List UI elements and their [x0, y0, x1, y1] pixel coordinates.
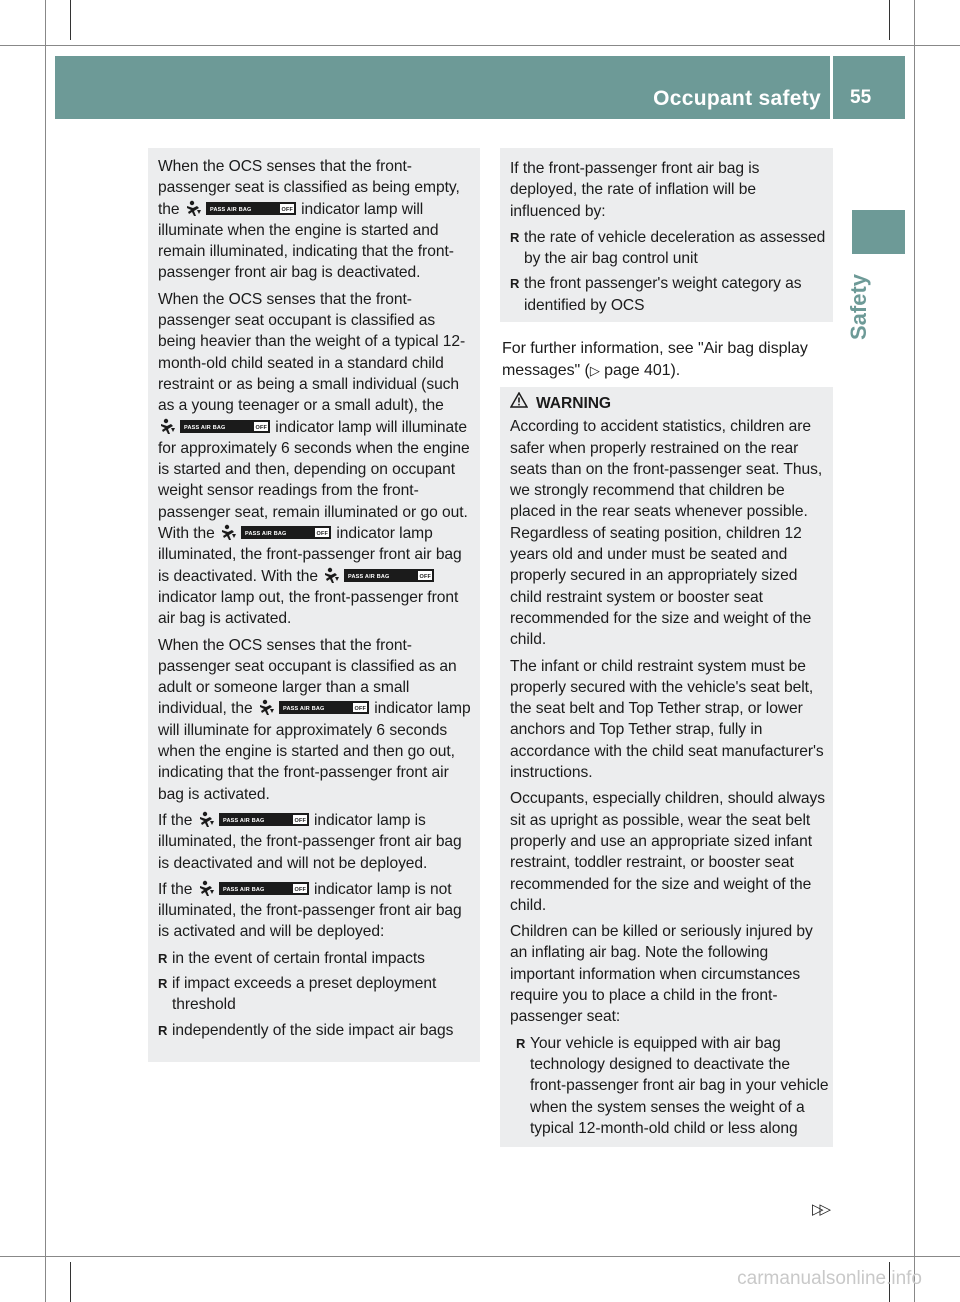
child-seat-icon: [325, 567, 339, 582]
paragraph: The infant or child restraint system must be properly secured with the vehicle's seat belt, the seat belt and Top Tether strap, or lower anchors and Top Tether strap, fully in accordance with the child seat manufacturer's instructions.: [510, 657, 824, 782]
pass-air-bag-off-indicator: [219, 524, 332, 541]
list-item: R Your vehicle is equipped with air bag technology designed to deactivate the front-passenger front air bag in your vehicle when the system senses the weight of a typical 12-month-old child or less along: [516, 1034, 829, 1137]
further-info: For further information, see "Air bag display messages" (▷ page 401).: [502, 340, 808, 379]
paragraph: When the OCS senses that the front-passenger seat occupant is classified as being heavier than the weight of a typical 12-month-old child seated in a standard child restraint or as being a small individual (such as a young teenager or a small adult), the PASS AIR BAG OFF indicator lamp will illuminate for approximately 6 seconds when the engine is started and then, depending on occupant weight sensor readings from the front-passenger seat, remain illuminated or go out. With the PASS AIR BAG OFF indicator lamp illuminated, the front-passenger front air bag is deactivated. With the PASS AIR BAG OFF indicator lamp out, the front-passenger front air bag is activated.: [158, 290, 470, 628]
child-seat-icon: [200, 812, 214, 827]
indicator-off-text: OFF: [294, 886, 306, 893]
warning-panel: [500, 387, 833, 1147]
indicator-off-text: OFF: [255, 424, 268, 431]
pass-air-bag-off-indicator: [197, 811, 310, 828]
page-ref-arrow: ▷: [589, 363, 600, 378]
pass-air-bag-off-indicator: [322, 567, 435, 584]
indicator-off-text: OFF: [354, 706, 367, 713]
pass-air-bag-off-indicator: [184, 200, 297, 217]
deployment-info-panel: [500, 148, 833, 322]
indicator-text: PASS AIR BAG: [222, 817, 265, 824]
paragraph: If the PASS AIR BAG OFF indicator lamp is not illuminated, the front-passenger front air bag is activated and will be deployed:: [158, 880, 462, 941]
paragraph: Children can be killed or seriously injured by an inflating air bag. Note the following important information when circumstances require you to place a child in the front-passenger seat:: [510, 923, 813, 1026]
child-seat-icon: [161, 418, 175, 433]
paragraph: If the front-passenger front air bag is deployed, the rate of inflation will be influenced by:: [510, 160, 760, 220]
crop-mark: [0, 1256, 960, 1257]
indicator-off-text: OFF: [294, 817, 306, 824]
section-tab: [852, 210, 905, 254]
list-item: R the rate of vehicle deceleration as assessed by the air bag control unit: [510, 228, 826, 268]
paragraph: According to accident statistics, children are safer when properly restrained on the rear seats than on the front-passenger seat. Thus, we strongly recommend that children be placed in the rear seats whenever possible. Regardless of seating position, children 12 years old and under must be seated and properly secured in an appropriately sized child restraint system or booster seat recommended for the size and weight of the child.: [510, 418, 823, 649]
pass-air-bag-off-indicator: [197, 880, 310, 897]
indicator-text: PASS AIR BAG: [184, 424, 226, 431]
indicator-text: PASS AIR BAG: [222, 886, 265, 893]
crop-mark: [70, 0, 71, 40]
pass-air-bag-off-indicator: [158, 418, 271, 435]
crop-mark: [0, 45, 960, 46]
pass-air-bag-off-indicator: [257, 699, 370, 716]
indicator-text: PASS AIR BAG: [245, 531, 287, 538]
list-item: R independently of the side impact air bags: [158, 1021, 454, 1039]
child-seat-icon: [260, 700, 274, 715]
warning-heading: WARNING: [510, 392, 829, 414]
section-label: [846, 260, 886, 340]
list-item: R if impact exceeds a preset deployment threshold: [158, 974, 437, 1014]
continue-mark: ▷▷: [812, 1201, 828, 1218]
list-item: R in the event of certain frontal impacts: [158, 949, 425, 967]
warning-icon: [510, 392, 528, 414]
indicator-text: PASS AIR BAG: [348, 573, 390, 580]
list-item: R the front passenger's weight category as identified by OCS: [510, 275, 802, 314]
crop-mark: [45, 0, 46, 1302]
header-divider: [830, 56, 833, 119]
paragraph: Occupants, especially children, should always sit as upright as possible, wear the seat belt properly and use an appropriate sized infant restraint, toddler restraint, or booster seat recommended for the size and weight of the child.: [510, 790, 825, 914]
watermark: carmanualsonline.info: [737, 1268, 922, 1289]
indicator-off-text: OFF: [281, 206, 293, 213]
section-label-text: Safety: [846, 273, 871, 340]
indicator-text: PASS AIR BAG: [209, 206, 252, 213]
paragraph: When the OCS senses that the front-passenger seat occupant is classified as an adult or someone larger than a small individual, the PASS AIR BAG OFF indicator lamp will illuminate for approximately 6 seconds when the engine is started and then go out, indicating that the front-passenger front air bag is activated.: [158, 636, 471, 803]
indicator-off-text: OFF: [419, 573, 432, 580]
page-number: 55: [850, 87, 872, 108]
child-seat-icon: [200, 881, 214, 896]
left-info-panel: [148, 148, 480, 1062]
crop-mark: [70, 1262, 71, 1302]
child-seat-icon: [222, 525, 236, 540]
child-seat-icon: [187, 200, 201, 215]
page-title: Occupant safety: [653, 87, 821, 110]
crop-mark: [914, 0, 915, 1302]
indicator-off-text: OFF: [316, 531, 329, 538]
indicator-text: PASS AIR BAG: [282, 706, 325, 713]
paragraph: When the OCS senses that the front-passenger seat is classified as being empty, the PASS AIR BAG OFF indicator lamp will illuminate when the engine is started and remain illuminated, indicating that the front-passenger front air bag is deactivated.: [158, 158, 460, 282]
crop-mark: [889, 0, 890, 40]
paragraph: If the PASS AIR BAG OFF indicator lamp is illuminated, the front-passenger front air bag is deactivated and will not be deployed.: [158, 811, 462, 872]
